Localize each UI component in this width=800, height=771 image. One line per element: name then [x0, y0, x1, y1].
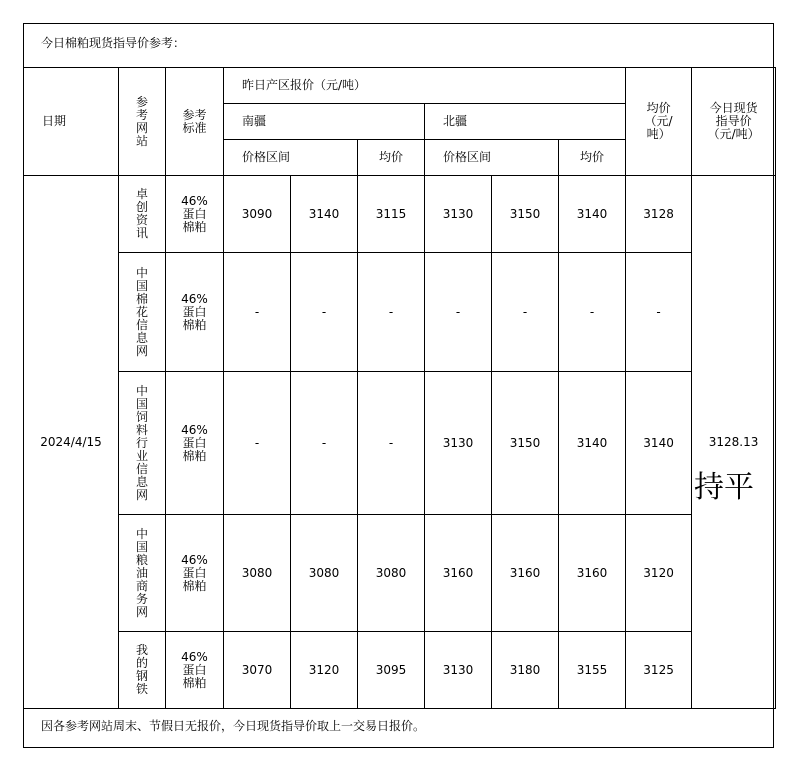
footnote: 因各参考网站周末、节假日无报价，今日现货指导价取上一交易日报价。	[41, 719, 426, 733]
header-south-range: 价格区间	[224, 140, 358, 176]
south-avg-cell: -	[358, 253, 425, 372]
site-cell: 中国饲料行业信息网	[119, 372, 166, 515]
north-avg-cell: -	[559, 253, 626, 372]
south-high-cell: 3140	[291, 176, 358, 253]
south-high-cell: 3120	[291, 632, 358, 709]
south-high-cell: -	[291, 372, 358, 515]
avg-cell: -	[626, 253, 692, 372]
header-north: 北疆	[425, 104, 626, 140]
header-south-avg: 均价	[358, 140, 425, 176]
header-date: 日期	[24, 68, 119, 176]
north-low-cell: 3130	[425, 176, 492, 253]
south-avg-cell: -	[358, 372, 425, 515]
north-avg-cell: 3155	[559, 632, 626, 709]
north-high-cell: -	[492, 253, 559, 372]
south-avg-cell: 3080	[358, 515, 425, 632]
document-title: 今日棉粕现货指导价参考：	[41, 36, 186, 50]
trend-status: 持平	[694, 470, 754, 505]
table-row	[24, 176, 776, 253]
header-yesterday-group: 昨日产区报价（元/吨）	[224, 68, 626, 104]
header-avg: 均价（元/吨）	[626, 68, 692, 176]
north-low-cell: -	[425, 253, 492, 372]
north-high-cell: 3150	[492, 176, 559, 253]
south-avg-cell: 3115	[358, 176, 425, 253]
table-row	[24, 515, 776, 632]
table-row	[24, 372, 776, 515]
south-avg-cell: 3095	[358, 632, 425, 709]
south-low-cell: 3080	[224, 515, 291, 632]
site-cell: 中国粮油商务网	[119, 515, 166, 632]
standard-cell: 46%蛋白棉粕	[166, 176, 224, 253]
north-avg-cell: 3140	[559, 372, 626, 515]
header-south: 南疆	[224, 104, 425, 140]
price-table	[23, 67, 776, 709]
today-price-cell: 3128.13	[692, 176, 776, 709]
standard-cell: 46%蛋白棉粕	[166, 372, 224, 515]
header-today-price: 今日现货指导价（元/吨）	[692, 68, 776, 176]
north-avg-cell: 3160	[559, 515, 626, 632]
south-low-cell: 3070	[224, 632, 291, 709]
site-cell: 中国棉花信息网	[119, 253, 166, 372]
north-low-cell: 3160	[425, 515, 492, 632]
south-high-cell: 3080	[291, 515, 358, 632]
north-high-cell: 3180	[492, 632, 559, 709]
south-low-cell: -	[224, 372, 291, 515]
north-high-cell: 3160	[492, 515, 559, 632]
header-standard: 参考标准	[166, 68, 224, 176]
header-site: 参考网站	[119, 68, 166, 176]
south-low-cell: -	[224, 253, 291, 372]
site-cell: 卓创资讯	[119, 176, 166, 253]
avg-cell: 3125	[626, 632, 692, 709]
north-high-cell: 3150	[492, 372, 559, 515]
avg-cell: 3140	[626, 372, 692, 515]
avg-cell: 3128	[626, 176, 692, 253]
south-high-cell: -	[291, 253, 358, 372]
header-north-range: 价格区间	[425, 140, 559, 176]
south-low-cell: 3090	[224, 176, 291, 253]
table-row	[24, 632, 776, 709]
date-cell: 2024/4/15	[24, 176, 119, 709]
header-row-1	[24, 68, 776, 104]
header-north-avg: 均价	[559, 140, 626, 176]
standard-cell: 46%蛋白棉粕	[166, 632, 224, 709]
avg-cell: 3120	[626, 515, 692, 632]
north-low-cell: 3130	[425, 632, 492, 709]
table-row	[24, 253, 776, 372]
site-cell: 我的钢铁	[119, 632, 166, 709]
north-low-cell: 3130	[425, 372, 492, 515]
standard-cell: 46%蛋白棉粕	[166, 253, 224, 372]
north-avg-cell: 3140	[559, 176, 626, 253]
standard-cell: 46%蛋白棉粕	[166, 515, 224, 632]
